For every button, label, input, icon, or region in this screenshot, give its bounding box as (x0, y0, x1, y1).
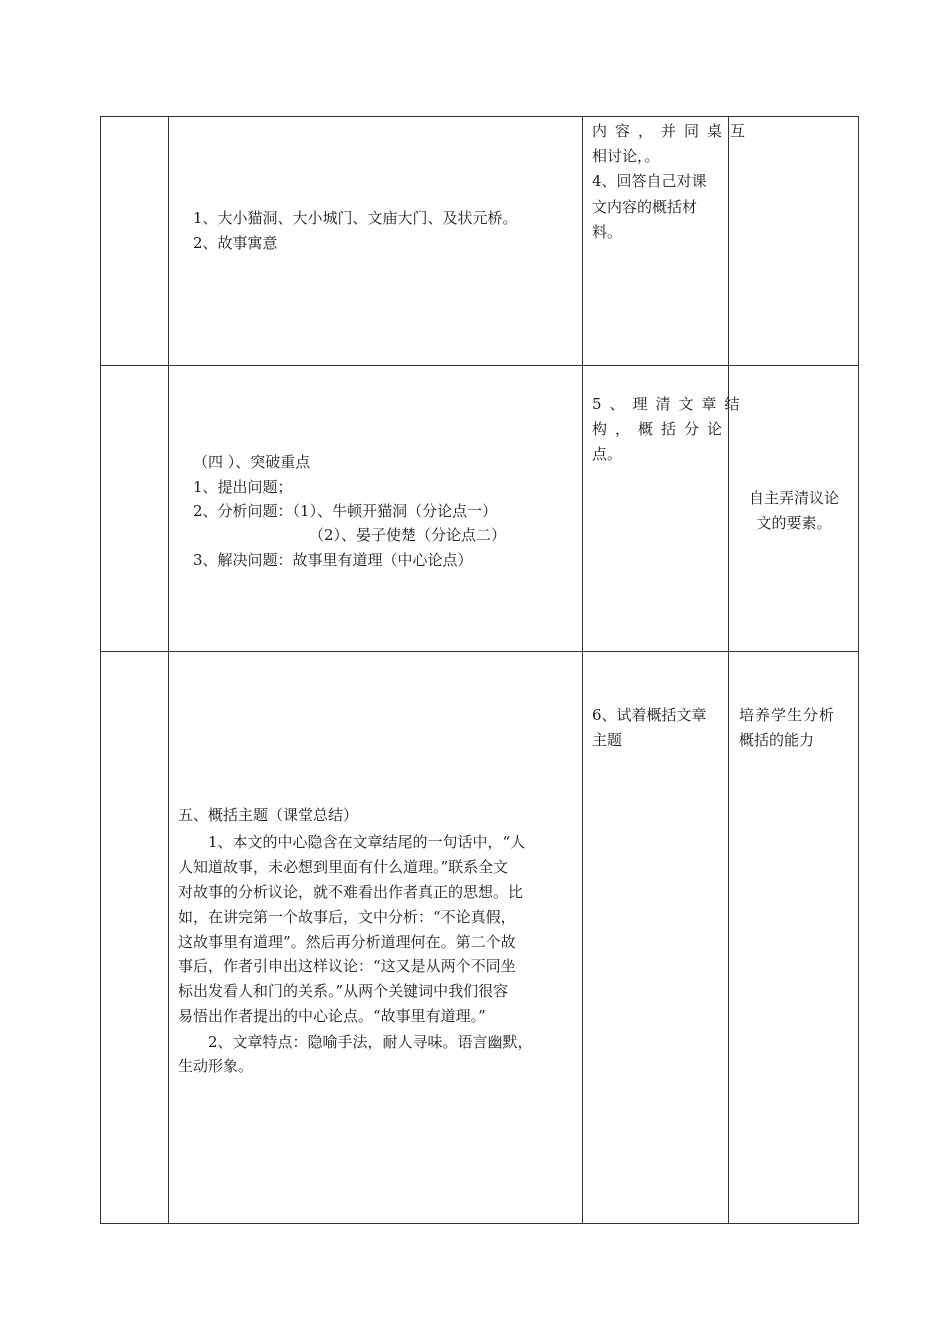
row1-activity-line4: 文内容的概括材 (592, 198, 698, 216)
row3-para1-line5: 这故事里有道理”。然后再分析道理何在。第二个故 (178, 933, 516, 951)
row3-para2-line2: 生动形象。 (178, 1057, 254, 1075)
row3-heading: 五、概括主题（课堂总结） (178, 806, 359, 824)
row1-activity-line5: 料。 (592, 223, 623, 241)
row3-intent-line2: 概括的能力 (739, 731, 815, 749)
row3-para2-line1: 2、文章特点：隐喻手法，耐人寻味。语言幽默， (208, 1033, 533, 1051)
row3-activity-line2: 主题 (592, 731, 623, 749)
row2-main-line1: （四 ）、突破重点 (193, 453, 311, 471)
column-divider-1 (168, 116, 169, 1224)
row-divider-1 (100, 365, 859, 366)
row3-intent-line1: 培养学生分析 (739, 706, 836, 724)
row2-intent-line1: 自主弄清议论 (748, 489, 839, 507)
row2-main-line5: 3、解决问题：故事里有道理（中心论点） (193, 551, 473, 569)
row1-activity-line3: 4、回答自己对课 (592, 172, 707, 190)
row3-para1-line4: 如，在讲完第一个故事后，文中分析：“不论真假， (178, 908, 516, 926)
row-divider-2 (100, 651, 859, 652)
row2-activity-line3: 点。 (592, 445, 623, 463)
row2-activity-line2: 构，概括分论 (592, 420, 731, 438)
row3-para1-line7: 标出发看人和门的关系。”从两个关键词中我们很容 (178, 982, 509, 1000)
row1-activity-line2: 相讨论，。 (592, 147, 660, 165)
row3-para1-line2: 人知道故事，未必想到里面有什么道理。”联系全文 (178, 858, 509, 876)
row2-intent-line2: 文的要素。 (756, 514, 832, 532)
row2-main-line4: （2）、晏子使楚（分论点二） (309, 526, 507, 544)
row3-para1-line3: 对故事的分析议论，就不难看出作者真正的思想。比 (178, 883, 524, 901)
table-border-right (858, 116, 859, 1224)
row1-main-line2: 2、故事寓意 (193, 234, 278, 252)
table-border-top (100, 116, 859, 117)
row3-activity-line1: 6、试着概括文章 (592, 706, 707, 724)
row2-main-line2: 1、提出问题； (193, 478, 293, 496)
row1-main-line1: 1、大小猫洞、大小城门、文庙大门、及状元桥。 (193, 209, 518, 227)
column-divider-2 (582, 116, 583, 1224)
column-divider-3 (728, 116, 729, 1224)
row2-activity-line1: 5、理清文章结 (592, 395, 748, 413)
row3-para1-line1: 1、本文的中心隐含在文章结尾的一句话中，“人 (208, 833, 526, 851)
table-border-left (100, 116, 101, 1224)
table-border-bottom (100, 1223, 859, 1224)
row3-para1-line8: 易悟出作者提出的中心论点。“故事里有道理。” (178, 1007, 486, 1025)
row1-activity-line1: 内容，并同桌互 (592, 122, 754, 140)
row2-main-line3: 2、分析问题：（1）、牛顿开猫洞（分论点一） (193, 502, 498, 520)
row3-para1-line6: 事后，作者引申出这样议论：“这又是从两个不同坐 (178, 957, 516, 975)
